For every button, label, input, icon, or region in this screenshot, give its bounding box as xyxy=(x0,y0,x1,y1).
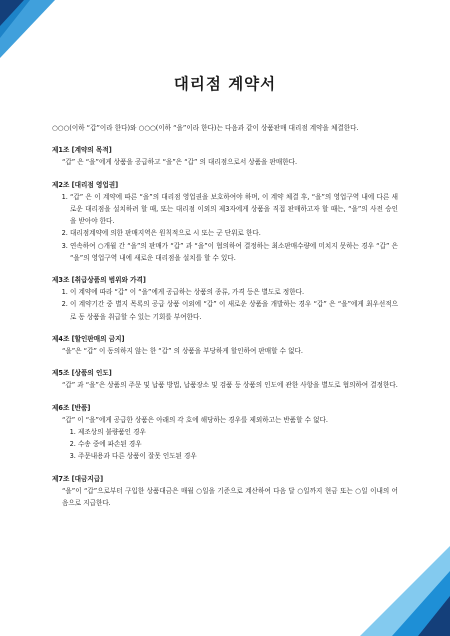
bottom-right-corner-decoration xyxy=(300,526,450,636)
article-heading: 제3조 [취급상품의 범위와 가격] xyxy=(52,276,146,285)
list-item: 3. 주문내용과 다른 상품이 잘못 인도된 경우 xyxy=(78,450,398,462)
top-left-corner-decoration xyxy=(0,0,120,70)
article-3 xyxy=(52,274,398,323)
list-item: 2. 수송 중에 파손된 경우 xyxy=(78,438,398,450)
article-4 xyxy=(52,333,398,357)
intro-paragraph: ○○○(이하 “갑”이라 한다)와 ○○○(이하 “을”이라 한다)는 다음과 같이 상품판매 대리점 계약을 체결한다. xyxy=(52,124,359,132)
article-heading: 제5조 [상품의 인도] xyxy=(52,369,112,378)
article-item-list xyxy=(52,426,398,463)
article-heading: 제1조 [계약의 목적] xyxy=(52,146,112,155)
article-item-list xyxy=(52,191,398,264)
list-item: 1. 제조상의 불량품인 경우 xyxy=(78,426,398,438)
article-2 xyxy=(52,179,398,264)
article-paragraph: “을”이 “갑”으로부터 구입한 상품대금은 매월 ○일을 기준으로 계산하여 다음 달 ○일까지 현금 또는 ○일 이내의 어음으로 지급한다. xyxy=(62,486,398,508)
list-item: 2. 이 계약기간 중 별지 목록의 공급 상품 이외에 “갑” 이 새로운 상품을 개발하는 경우 “갑” 은 “을”에게 최우선적으로 동 상품을 취급할 수 있는 기회를 부여한다. xyxy=(70,298,398,322)
list-item: 2. 대리점계약에 의한 판매지역은 원칙적으로 시 또는 군 단위로 한다. xyxy=(70,227,398,239)
article-7 xyxy=(52,473,398,510)
list-item: 3. 연속하여 ○개월 간 “을”의 판매가 “갑” 과 “을”이 협의하여 결정하는 최소판매수량에 미치지 못하는 경우 “갑” 은 “을”의 영업구역 내에 새로운 대리점을 설치를 할 수 있다. xyxy=(70,240,398,264)
article-heading: 제4조 [할인판매의 금지] xyxy=(52,334,125,343)
list-item: 1. 이 계약에 따라 “갑” 이 “을”에게 공급하는 상품의 종류, 가격 등은 별도로 정한다. xyxy=(70,286,398,298)
document-body xyxy=(52,122,398,509)
article-paragraph: “갑” 이 “을”에게 공급한 상품은 아래의 각 호에 해당하는 경우를 제외하고는 반품할 수 없다. xyxy=(62,415,328,424)
article-heading: 제7조 [대금지급] xyxy=(52,474,104,483)
article-paragraph: “갑” 은 “을”에게 상품을 공급하고 “을”은 “갑” 의 대리점으로서 상품을 판매한다. xyxy=(62,158,298,167)
article-1 xyxy=(52,144,398,168)
article-6 xyxy=(52,402,398,463)
article-paragraph: “갑” 과 “을”은 상품의 주문 및 납품 방법, 납품장소 및 검품 등 상품의 인도에 관한 사항을 별도로 협의하여 결정한다. xyxy=(62,381,398,390)
document-title: 대리점 계약서 xyxy=(173,75,277,93)
article-5 xyxy=(52,367,398,391)
article-paragraph: “을”은 “갑” 이 동의하지 않는 한 “갑” 의 상품을 부당하게 할인하여 판매할 수 없다. xyxy=(62,347,303,356)
article-item-list xyxy=(52,286,398,323)
article-heading: 제6조 [반품] xyxy=(52,403,91,412)
article-heading: 제2조 [대리점 영업권] xyxy=(52,180,119,189)
list-item: 1. “갑” 은 이 계약에 따른 “을”의 대리점 영업권을 보호하여야 하며, 이 계약 체결 후, “을”의 영업구역 내에 다른 새로운 대리점을 설치하려 할 때, 또는 대리점 이외의 제3자에게 상품을 직접 판매하고자 할 때는, “을”의 사전 승인을 받아야 한다. xyxy=(70,191,398,228)
